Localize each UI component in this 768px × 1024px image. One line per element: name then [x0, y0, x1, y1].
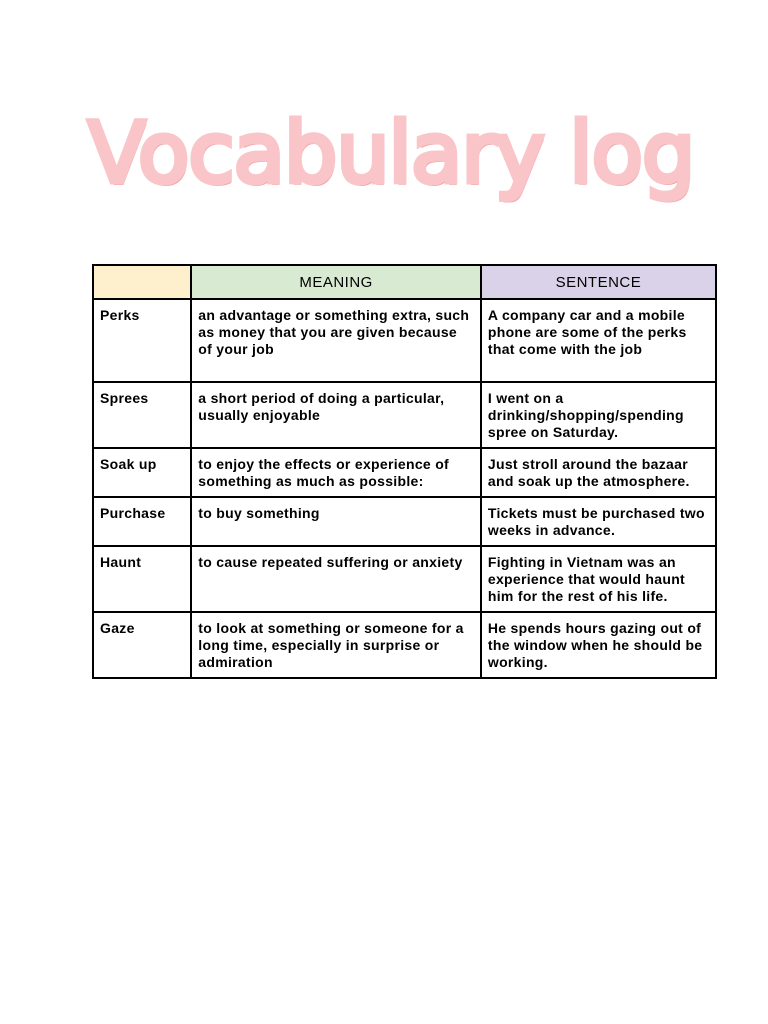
sentence-cell: I went on a drinking/shopping/spending spree on Saturday.	[481, 382, 716, 448]
table-row	[93, 382, 716, 448]
meaning-cell: to buy something	[191, 497, 481, 546]
table-row	[93, 448, 716, 497]
meaning-cell: a short period of doing a particular, usually enjoyable	[191, 382, 481, 448]
sentence-cell: Tickets must be purchased two weeks in advance.	[481, 497, 716, 546]
table-row	[93, 497, 716, 546]
word-cell: Perks	[93, 299, 191, 382]
meaning-cell: an advantage or something extra, such as money that you are given because of your job	[191, 299, 481, 382]
table-row	[93, 299, 716, 382]
word-cell: Gaze	[93, 612, 191, 678]
vocabulary-table	[92, 264, 717, 679]
table-row	[93, 546, 716, 612]
header-word	[93, 265, 191, 299]
word-cell: Soak up	[93, 448, 191, 497]
table-row	[93, 612, 716, 678]
sentence-cell: Just stroll around the bazaar and soak up the atmosphere.	[481, 448, 716, 497]
meaning-cell: to cause repeated suffering or anxiety	[191, 546, 481, 612]
sentence-cell: A company car and a mobile phone are some of the perks that come with the job	[481, 299, 716, 382]
meaning-cell: to enjoy the effects or experience of something as much as possible:	[191, 448, 481, 497]
sentence-cell: He spends hours gazing out of the window when he should be working.	[481, 612, 716, 678]
page-title: Vocabulary log	[88, 104, 695, 202]
sentence-cell: Fighting in Vietnam was an experience that would haunt him for the rest of his life.	[481, 546, 716, 612]
header-meaning: MEANING	[191, 265, 481, 299]
table-header-row	[93, 265, 716, 299]
word-cell: Purchase	[93, 497, 191, 546]
meaning-cell: to look at something or someone for a long time, especially in surprise or admiration	[191, 612, 481, 678]
word-cell: Haunt	[93, 546, 191, 612]
word-cell: Sprees	[93, 382, 191, 448]
header-sentence: SENTENCE	[481, 265, 716, 299]
